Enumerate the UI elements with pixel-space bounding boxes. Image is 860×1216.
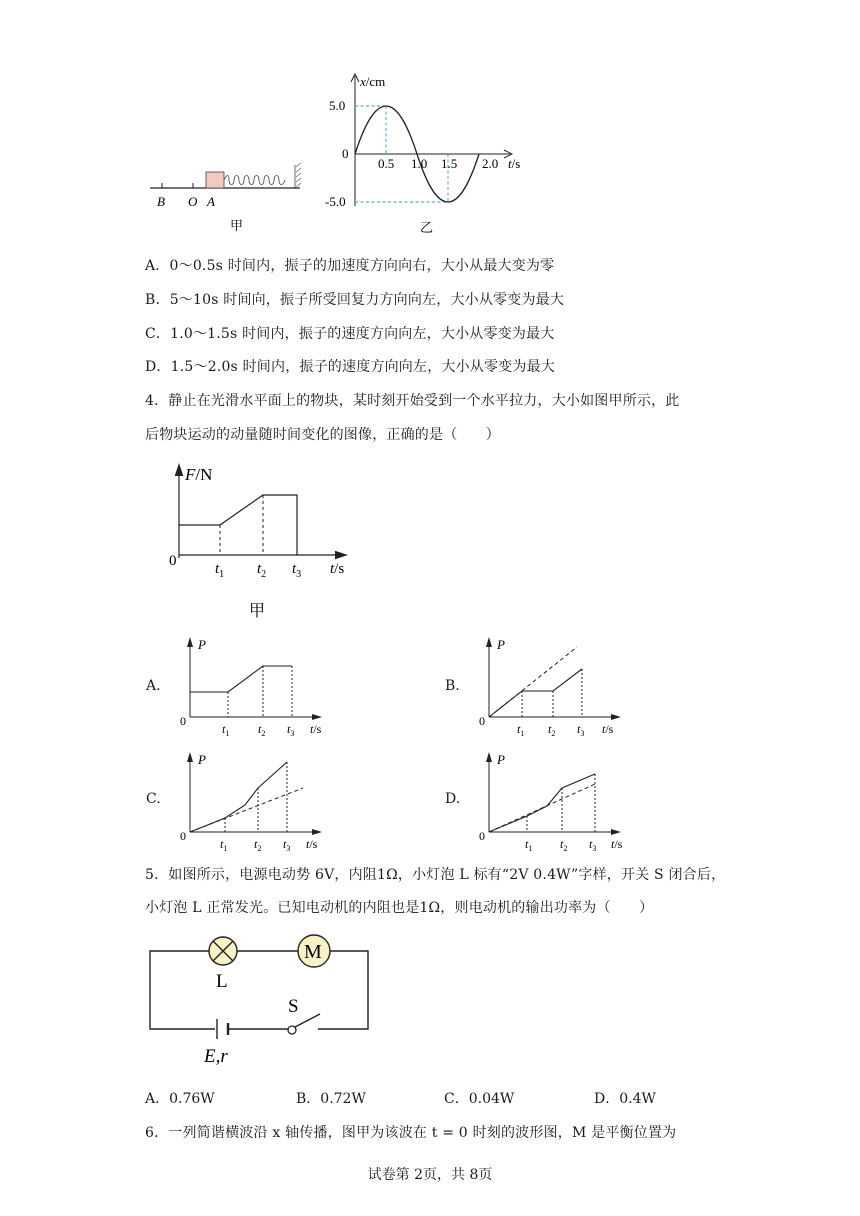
q5-option-a: A．0.76W <box>145 1091 215 1107</box>
svg-text:P: P <box>198 752 206 767</box>
svg-text:0: 0 <box>479 714 485 728</box>
q5-option-c: C．0.04W <box>444 1091 515 1107</box>
svg-text:0: 0 <box>479 829 485 843</box>
q3-option-b: B．5～10s 时间向，振子所受回复力方向向左，大小从零变为最大 <box>145 292 565 308</box>
q4-graph-d <box>477 748 637 853</box>
label-B: B <box>157 194 165 209</box>
q3-option-d: D．1.5～2.0s 时间内，振子的速度方向向左，大小从零变为最大 <box>145 359 555 375</box>
svg-text:P: P <box>198 637 206 652</box>
q4-option-a-label: A. <box>146 678 161 694</box>
svg-text:t3: $t_3$ <box>589 837 597 853</box>
svg-text:t1: $t_1$ <box>220 837 228 853</box>
caption-jia-4: 甲 <box>249 603 266 620</box>
caption-yi: 乙 <box>420 220 434 235</box>
caption-jia: 甲 <box>230 218 244 233</box>
svg-text:t/s: t/s <box>602 722 614 736</box>
svg-text:0: 0 <box>180 829 186 843</box>
q5-option-d: D．0.4W <box>594 1091 656 1107</box>
switch-blade <box>295 1014 320 1027</box>
svg-text:t2: $t_2$ <box>257 561 267 580</box>
label-O: O <box>188 194 198 209</box>
svg-text:t1: $t_1$ <box>517 722 525 738</box>
tick-2.0: 2.0 <box>482 156 499 171</box>
switch-label: S <box>288 996 299 1017</box>
svg-text:P: P <box>497 637 505 652</box>
q5-stem-line1: 5．如图所示，电源电动势 6V，内阻1Ω，小灯泡 L 标有“2V 0.4W”字样，开关 S 闭合后， <box>145 867 726 883</box>
page-footer: 试卷第 2页，共 8页 <box>367 1167 493 1183</box>
svg-text:t1: $t_1$ <box>215 561 225 580</box>
svg-text:t/s: t/s <box>306 837 318 851</box>
svg-text:t1: $t_1$ <box>525 837 533 853</box>
q4-stem-line2: 后物块运动的动量随时间变化的图像，正确的是（ ） <box>145 427 500 443</box>
q6-stem-line1: 6．一列简谐横波沿 x 轴传播，图甲为该波在 t = 0 时刻的波形图，M 是平衡位置为 <box>145 1125 677 1141</box>
spring <box>224 176 285 185</box>
svg-text:t3: $t_3$ <box>287 722 295 738</box>
svg-text:t2: $t_2$ <box>548 722 556 738</box>
force-curve <box>179 495 297 555</box>
q5-stem-line2: 小灯泡 L 正常发光。已知电动机的内阻也是1Ω，则电动机的输出功率为（ ） <box>145 900 654 916</box>
q4-graph-c <box>178 748 338 853</box>
svg-text:t2: $t_2$ <box>254 837 262 853</box>
svg-text:t3: $t_3$ <box>577 722 585 738</box>
source-label: E,r <box>204 1046 228 1067</box>
lamp-label: L <box>216 971 228 992</box>
block <box>206 172 224 188</box>
tick-1.0: 1.0 <box>411 156 428 171</box>
svg-text:P: P <box>497 752 505 767</box>
q4-stem-line1: 4．静止在光滑水平面上的物块，某时刻开始受到一个水平拉力，大小如图甲所示，此 <box>145 393 680 409</box>
svg-text:t/s: t/s <box>330 561 345 577</box>
q5-option-b: B．0.72W <box>296 1091 366 1107</box>
motor-label: M <box>304 941 322 963</box>
label-A: A <box>207 194 215 209</box>
svg-text:t2: $t_2$ <box>258 722 266 738</box>
q4-graph-a <box>178 633 338 738</box>
y-axis-label: x/cm <box>360 74 386 89</box>
y-top: 5.0 <box>329 98 346 113</box>
q4-figure-jia <box>165 458 365 623</box>
switch-pivot <box>288 1026 296 1034</box>
q4-graph-b <box>477 633 637 738</box>
y-origin: 0 <box>342 146 349 161</box>
q5-circuit <box>140 925 380 1070</box>
svg-text:t3: $t_3$ <box>283 837 291 853</box>
svg-text:t/s: t/s <box>310 722 322 736</box>
tick-1.5: 1.5 <box>441 156 458 171</box>
svg-text:t3: $t_3$ <box>292 561 302 580</box>
q4-option-c-label: C. <box>146 791 161 807</box>
x-axis-label: t/s <box>508 156 521 171</box>
svg-text:t/s: t/s <box>611 837 623 851</box>
q4-option-d-label: D. <box>445 791 461 807</box>
origin: 0 <box>169 553 177 569</box>
tick-0.5: 0.5 <box>378 156 395 171</box>
svg-text:0: 0 <box>180 714 186 728</box>
q3-figure-yi <box>325 68 535 240</box>
q3-option-a: A．0～0.5s 时间内，振子的加速度方向向右，大小从最大变为零 <box>145 258 555 274</box>
F-axis-label: F/N <box>185 465 213 484</box>
svg-text:t2: $t_2$ <box>560 837 568 853</box>
q3-option-c: C．1.0～1.5s 时间内，振子的速度方向向左，大小从零变为最大 <box>145 326 555 342</box>
q4-option-b-label: B. <box>445 678 460 694</box>
y-bottom: -5.0 <box>325 194 346 209</box>
q3-figure-jia <box>145 155 310 240</box>
svg-text:t1: $t_1$ <box>222 722 230 738</box>
